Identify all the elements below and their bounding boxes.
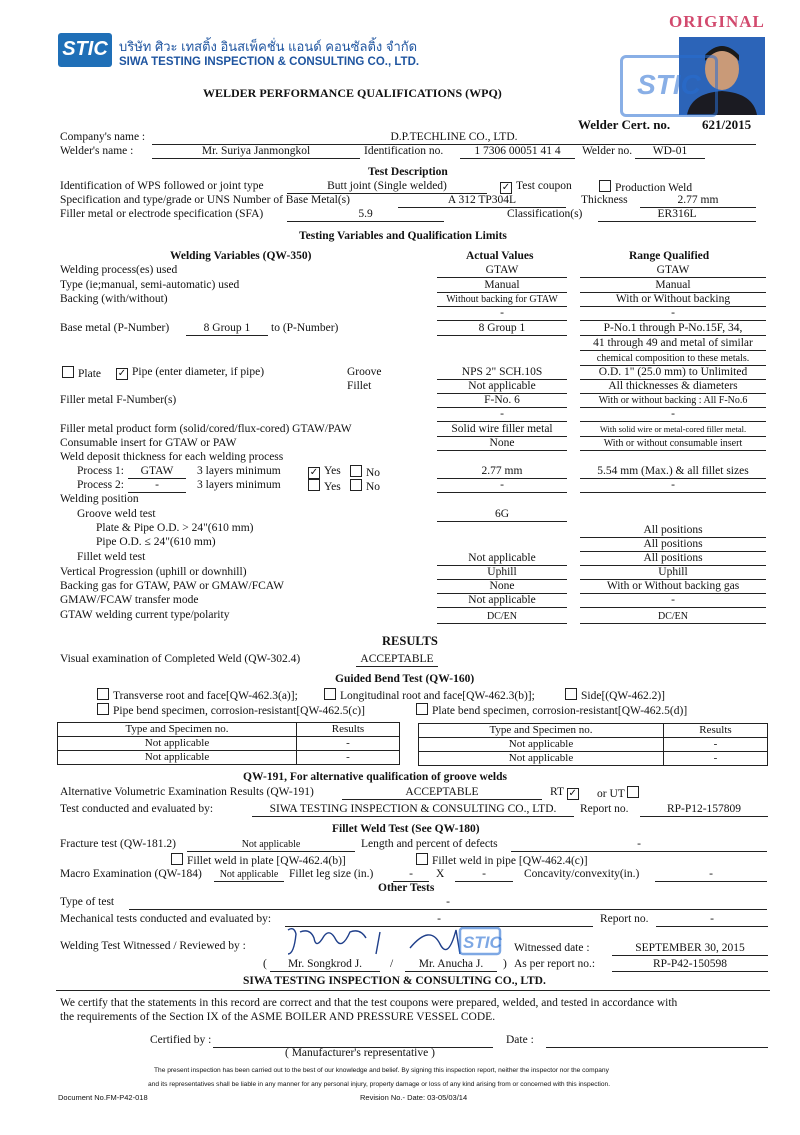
result-cell: - [664, 752, 768, 766]
process-used-range: GTAW [580, 264, 766, 278]
classification-value: ER316L [598, 208, 756, 222]
plate-bend-checkbox[interactable] [416, 703, 428, 715]
cert-label: Welder Cert. no. [578, 117, 671, 132]
col-range: Range Qualified [629, 250, 710, 262]
company-logo [58, 33, 112, 67]
filler-value: 5.9 [287, 208, 444, 222]
result-cell: - [297, 751, 400, 765]
fillet-heading: Fillet Weld Test (See QW-180) [332, 823, 480, 835]
pipe-od-range: All positions [580, 538, 766, 552]
transverse-checkbox[interactable] [97, 688, 109, 700]
insert-actual: None [437, 437, 567, 451]
col-actual: Actual Values [466, 250, 534, 262]
process2-value: - [128, 479, 186, 493]
to-p-number-label: to (P-Number) [271, 322, 339, 334]
pipe-bend-option[interactable] [97, 703, 365, 717]
process-used-label: Welding process(es) used [60, 264, 178, 276]
results-heading: RESULTS [382, 634, 438, 648]
thickness-label: Thickness [581, 194, 628, 206]
length-value: - [511, 838, 767, 852]
type-of-test-value: - [129, 896, 767, 910]
manufacturer-label: ( Manufacturer's representative ) [285, 1047, 435, 1059]
witness-date-label: Witnessed date : [514, 942, 590, 954]
certify-date-field[interactable] [546, 1034, 768, 1048]
base-metal-range-3: chemical composition to these metals. [580, 352, 766, 366]
concavity-label: Concavity/convexity(in.) [524, 868, 640, 880]
insert-range: With or without consumable insert [580, 437, 766, 451]
transverse-option[interactable] [97, 688, 298, 702]
plate-bend-label: Plate bend specimen, corrosion-resistant[QW-462.5(d)] [432, 705, 688, 717]
ut-checkbox[interactable] [627, 786, 639, 798]
alt-value: ACCEPTABLE [342, 786, 542, 800]
spec-value: A 312 TP304L [398, 194, 566, 208]
bend-results-table-right [418, 723, 768, 766]
current-actual: DC/EN [437, 610, 567, 624]
visual-label: Visual examination of Completed Weld (QW-302.4) [60, 653, 301, 665]
test-coupon-checkbox[interactable]: ✓ [501, 182, 511, 193]
table-row [419, 738, 768, 752]
certify-date-label: Date : [506, 1034, 534, 1046]
ut-label: or UT [597, 788, 625, 800]
fillet-test-label: Fillet weld test [77, 551, 146, 563]
other-report-value: - [656, 913, 768, 927]
type-of-test-label: Type of test [60, 896, 115, 908]
fillet-test-actual: Not applicable [437, 552, 567, 566]
plate-pipe-label: Plate & Pipe O.D. > 24"(610 mm) [96, 522, 254, 534]
process2-no-checkbox[interactable] [350, 479, 362, 491]
longitudinal-checkbox[interactable] [324, 688, 336, 700]
groove-test-label: Groove weld test [77, 508, 156, 520]
qw191-report-label: Report no. [580, 803, 629, 815]
transverse-label: Transverse root and face[QW-462.3(a)]; [113, 690, 298, 702]
backing-label: Backing (with/without) [60, 293, 168, 305]
certified-by-field[interactable] [213, 1034, 493, 1048]
pipe-option[interactable] [116, 366, 264, 380]
conducted-label: Test conducted and evaluated by: [60, 803, 214, 815]
witness-label: Welding Test Witnessed / Reviewed by : [60, 940, 246, 952]
current-range: DC/EN [580, 610, 766, 624]
process1-label: Process 1: [77, 465, 124, 477]
production-weld-label: Production Weld [615, 182, 693, 194]
table-row [58, 751, 400, 765]
witness-name-2: Mr. Anucha J. [405, 958, 497, 972]
ut-option[interactable] [597, 786, 643, 800]
process1-yes-option[interactable] [308, 465, 341, 479]
id-label: Identification no. [364, 145, 444, 157]
col-results-header: Results [297, 723, 400, 737]
col-type-header: Type and Specimen no. [419, 724, 664, 738]
process1-range: 5.54 mm (Max.) & all fillet sizes [580, 465, 766, 479]
original-stamp: ORIGINAL [669, 12, 765, 31]
pipe-checkbox[interactable]: ✓ [117, 368, 127, 379]
insert-label: Consumable insert for GTAW or PAW [60, 437, 237, 449]
bend-heading: Guided Bend Test (QW-160) [335, 673, 475, 685]
side-label: Side[(QW-462.2)] [581, 690, 665, 702]
vertical-label: Vertical Progression (uphill or downhill) [60, 566, 247, 578]
process2-label: Process 2: [77, 479, 124, 491]
backing-range: With or Without backing [580, 293, 766, 307]
fnum-actual: F-No. 6 [437, 394, 567, 408]
other-report-label: Report no. [600, 913, 649, 925]
stic-seal: STIC [620, 55, 718, 117]
type-cell: Not applicable [419, 752, 664, 766]
backing-actual: Without backing for GTAW [437, 293, 567, 307]
base-metal-value: 8 Group 1 [186, 322, 268, 336]
process1-actual: 2.77 mm [437, 465, 567, 479]
witness-company: SIWA TESTING INSPECTION & CONSULTING CO., LTD. [243, 975, 546, 987]
bend-results-table-left [57, 722, 400, 765]
process2-yes-label: Yes [324, 481, 341, 493]
logo-text: STIC [62, 38, 108, 60]
leg-label: Fillet leg size (in.) [289, 868, 374, 880]
certified-by-label: Certified by : [150, 1034, 212, 1046]
process1-layers: 3 layers minimum [197, 465, 281, 477]
fnum-label: Filler metal F-Number(s) [60, 394, 177, 406]
variables-heading: Testing Variables and Qualification Limits [299, 230, 507, 242]
pipe-bend-label: Pipe bend specimen, corrosion-resistant[QW-462.5(c)] [113, 705, 365, 717]
position-label: Welding position [60, 493, 139, 505]
blank-actual-1: - [437, 307, 567, 321]
process2-no-label: No [366, 481, 381, 493]
leg-x: X [436, 868, 445, 880]
base-metal-range-2: 41 through 49 and metal of similar [580, 337, 766, 351]
table-row [58, 737, 400, 751]
fillet-plate-checkbox[interactable] [171, 853, 183, 865]
company-label: Company's name : [60, 131, 146, 143]
company-name-thai: บริษัท ศิวะ เทสติ้ง อินสเพ็คชั่น แอนด์ คอนซัลติ้ง จำกัด [119, 39, 418, 54]
document-number: Document No.FM-P42-018 [58, 1093, 148, 1102]
backing-gas-actual: None [437, 580, 567, 594]
process1-no-checkbox[interactable] [350, 465, 362, 477]
fillet-pipe-checkbox[interactable] [416, 853, 428, 865]
process2-range: - [580, 479, 766, 493]
blank-range-1: - [580, 307, 766, 321]
filler-label: Filler metal or electrode specification (SFA) [60, 208, 264, 220]
longitudinal-option[interactable] [324, 688, 535, 702]
process2-no-option[interactable] [350, 479, 380, 493]
transfer-range: - [580, 594, 766, 608]
side-option[interactable] [565, 688, 665, 702]
groove-label: Groove [347, 366, 382, 378]
divider [56, 990, 770, 991]
backing-gas-range: With or Without backing gas [580, 580, 766, 594]
welder-label: Welder's name : [60, 145, 134, 157]
plate-label: Plate [78, 368, 101, 380]
base-metal-range-1: P-No.1 through P-No.15F, 34, [580, 322, 766, 336]
thickness-value: 2.77 mm [640, 194, 756, 208]
svg-text:STIC: STIC [463, 933, 502, 952]
plate-option[interactable] [62, 366, 101, 380]
product-form-range: With solid wire or metal-cored filler metal. [580, 423, 766, 437]
wps-value: Butt joint (Single welded) [287, 180, 487, 194]
witness-open-paren: ( [263, 958, 267, 970]
table-row [419, 752, 768, 766]
welder-value: Mr. Suriya Janmongkol [152, 145, 360, 159]
qw191-heading: QW-191, For alternative qualification of groove welds [243, 771, 507, 783]
spec-label: Specification and type/grade or UNS Number of Base Metal(s) [60, 194, 350, 206]
test-coupon-label: Test coupon [516, 180, 572, 192]
certify-line-2: the requirements of the Section IX of the ASME BOILER AND PRESSURE VESSEL CODE. [60, 1011, 496, 1023]
test-description-heading: Test Description [368, 166, 448, 178]
process2-actual: - [437, 479, 567, 493]
plate-bend-option[interactable] [416, 703, 687, 717]
alt-label: Alternative Volumetric Examination Results (QW-191) [60, 786, 314, 798]
backing-gas-label: Backing gas for GTAW, PAW or GMAW/FCAW [60, 580, 284, 592]
fillet-pipe-option[interactable] [416, 853, 588, 867]
leg-a-value: - [393, 868, 429, 882]
conducted-value: SIWA TESTING INSPECTION & CONSULTING CO., LTD. [252, 803, 574, 817]
fillet-test-range: All positions [580, 552, 766, 566]
col-variables: Welding Variables (QW-350) [170, 250, 312, 262]
rt-option[interactable] [550, 786, 583, 800]
witness-report-value: RP-P42-150598 [612, 958, 768, 972]
certify-line-1: We certify that the statements in this record are correct and that the test coupons were prepared, welded, and tested in accordance with [60, 997, 678, 1009]
table-header-row [419, 724, 768, 738]
deposit-label: Weld deposit thickness for each welding process [60, 451, 284, 463]
pipe-od-label: Pipe O.D. ≤ 24"(610 mm) [96, 536, 216, 548]
witness-report-label: As per report no.: [514, 958, 596, 970]
process1-value: GTAW [128, 465, 186, 479]
welder-no-label: Welder no. [582, 145, 633, 157]
witness-slash: / [390, 958, 394, 970]
groove-actual: NPS 2" SCH.10S [437, 366, 567, 380]
production-weld-option[interactable] [599, 180, 692, 194]
transfer-actual: Not applicable [437, 594, 567, 608]
fillet-range: All thicknesses & diameters [580, 380, 766, 394]
id-value: 1 7306 00051 41 4 [460, 145, 575, 159]
disclaimer-line-2: and its representatives shall be liable in any manner for any personal injury, property damage or loss of any kind arising from or concerned with this inspection. [148, 1081, 611, 1088]
process-used-actual: GTAW [437, 264, 567, 278]
col-type-header: Type and Specimen no. [58, 723, 297, 737]
welder-no-value: WD-01 [635, 145, 705, 159]
disclaimer-line-1: The present inspection has been carried out to the best of our knowledge and belief. By signing this inspection report, neither the inspector nor the company [154, 1067, 609, 1074]
mech-label: Mechanical tests conducted and evaluated by: [60, 913, 272, 925]
visual-value: ACCEPTABLE [356, 653, 438, 667]
production-weld-checkbox[interactable] [599, 180, 611, 192]
groove-test-actual: 6G [437, 508, 567, 522]
product-form-label: Filler metal product form (solid/cored/flux-cored) GTAW/PAW [60, 423, 352, 435]
classification-label: Classification(s) [507, 208, 583, 220]
page-title: WELDER PERFORMANCE QUALIFICATIONS (WPQ) [203, 86, 502, 100]
revision-number: Revision No.- Date: 03-05/03/14 [360, 1093, 468, 1102]
mech-value: - [285, 913, 593, 927]
company-value: D.P.TECHLINE CO., LTD. [152, 131, 756, 145]
longitudinal-label: Longitudinal root and face[QW-462.3(b)]; [340, 690, 535, 702]
type-cell: Not applicable [58, 751, 297, 765]
base-metal-label: Base metal (P-Number) [60, 322, 170, 334]
fillet-label: Fillet [347, 380, 372, 392]
fnum-range: With or without backing : All F-No.6 [580, 394, 766, 408]
type-label: Type (ie;manual, semi-automatic) used [60, 279, 240, 291]
leg-b-value: - [455, 868, 513, 882]
type-range: Manual [580, 279, 766, 293]
macro-value: Not applicable [214, 868, 284, 882]
process2-yes-checkbox[interactable] [308, 479, 320, 491]
blank-actual-2: - [437, 408, 567, 422]
length-label: Length and percent of defects [361, 838, 498, 850]
table-header-row [58, 723, 400, 737]
process2-yes-option[interactable] [308, 479, 341, 493]
fracture-label: Fracture test (QW-181.2) [60, 838, 176, 850]
current-label: GTAW welding current type/polarity [60, 609, 230, 621]
transfer-label: GMAW/FCAW transfer mode [60, 594, 199, 606]
concavity-value: - [655, 868, 767, 882]
test-coupon-option[interactable] [500, 180, 572, 194]
plate-checkbox[interactable] [62, 366, 74, 378]
product-form-actual: Solid wire filler metal [437, 423, 567, 437]
macro-label: Macro Examination (QW-184) [60, 868, 202, 880]
type-actual: Manual [437, 279, 567, 293]
other-heading: Other Tests [378, 882, 435, 894]
result-cell: - [297, 737, 400, 751]
fracture-value: Not applicable [187, 838, 355, 852]
witness-close-paren: ) [503, 958, 507, 970]
process2-layers: 3 layers minimum [197, 479, 281, 491]
rt-checkbox[interactable]: ✓ [568, 788, 577, 799]
fillet-plate-option[interactable] [171, 853, 346, 867]
fillet-plate-label: Fillet weld in plate [QW-462.4(b)] [187, 855, 346, 867]
result-cell: - [664, 738, 768, 752]
fillet-pipe-label: Fillet weld in pipe [QW-462.4(c)] [432, 855, 588, 867]
process1-no-label: No [366, 467, 381, 479]
witness-name-1: Mr. Songkrod J. [270, 958, 380, 972]
wps-label: Identification of WPS followed or joint type [60, 180, 264, 192]
vertical-actual: Uphill [437, 566, 567, 580]
type-cell: Not applicable [58, 737, 297, 751]
plate-pipe-range: All positions [580, 524, 766, 538]
base-metal-actual: 8 Group 1 [437, 322, 567, 336]
col-results-header: Results [664, 724, 768, 738]
vertical-range: Uphill [580, 566, 766, 580]
pipe-bend-checkbox[interactable] [97, 703, 109, 715]
type-cell: Not applicable [419, 738, 664, 752]
groove-range: O.D. 1" (25.0 mm) to Unlimited [580, 366, 766, 380]
side-checkbox[interactable] [565, 688, 577, 700]
cert-no: 621/2015 [702, 117, 752, 132]
process1-yes-checkbox[interactable]: ✓ [309, 467, 319, 478]
fillet-actual: Not applicable [437, 380, 567, 394]
witness-date-value: SEPTEMBER 30, 2015 [612, 942, 768, 956]
company-name-en: SIWA TESTING INSPECTION & CONSULTING CO., LTD. [119, 56, 420, 68]
blank-range-2: - [580, 408, 766, 422]
process1-yes-label: Yes [324, 465, 341, 477]
pipe-label: Pipe (enter diameter, if pipe) [132, 366, 265, 378]
qw191-report-value: RP-P12-157809 [640, 803, 768, 817]
rt-label: RT [550, 786, 564, 798]
process1-no-option[interactable] [350, 465, 380, 479]
